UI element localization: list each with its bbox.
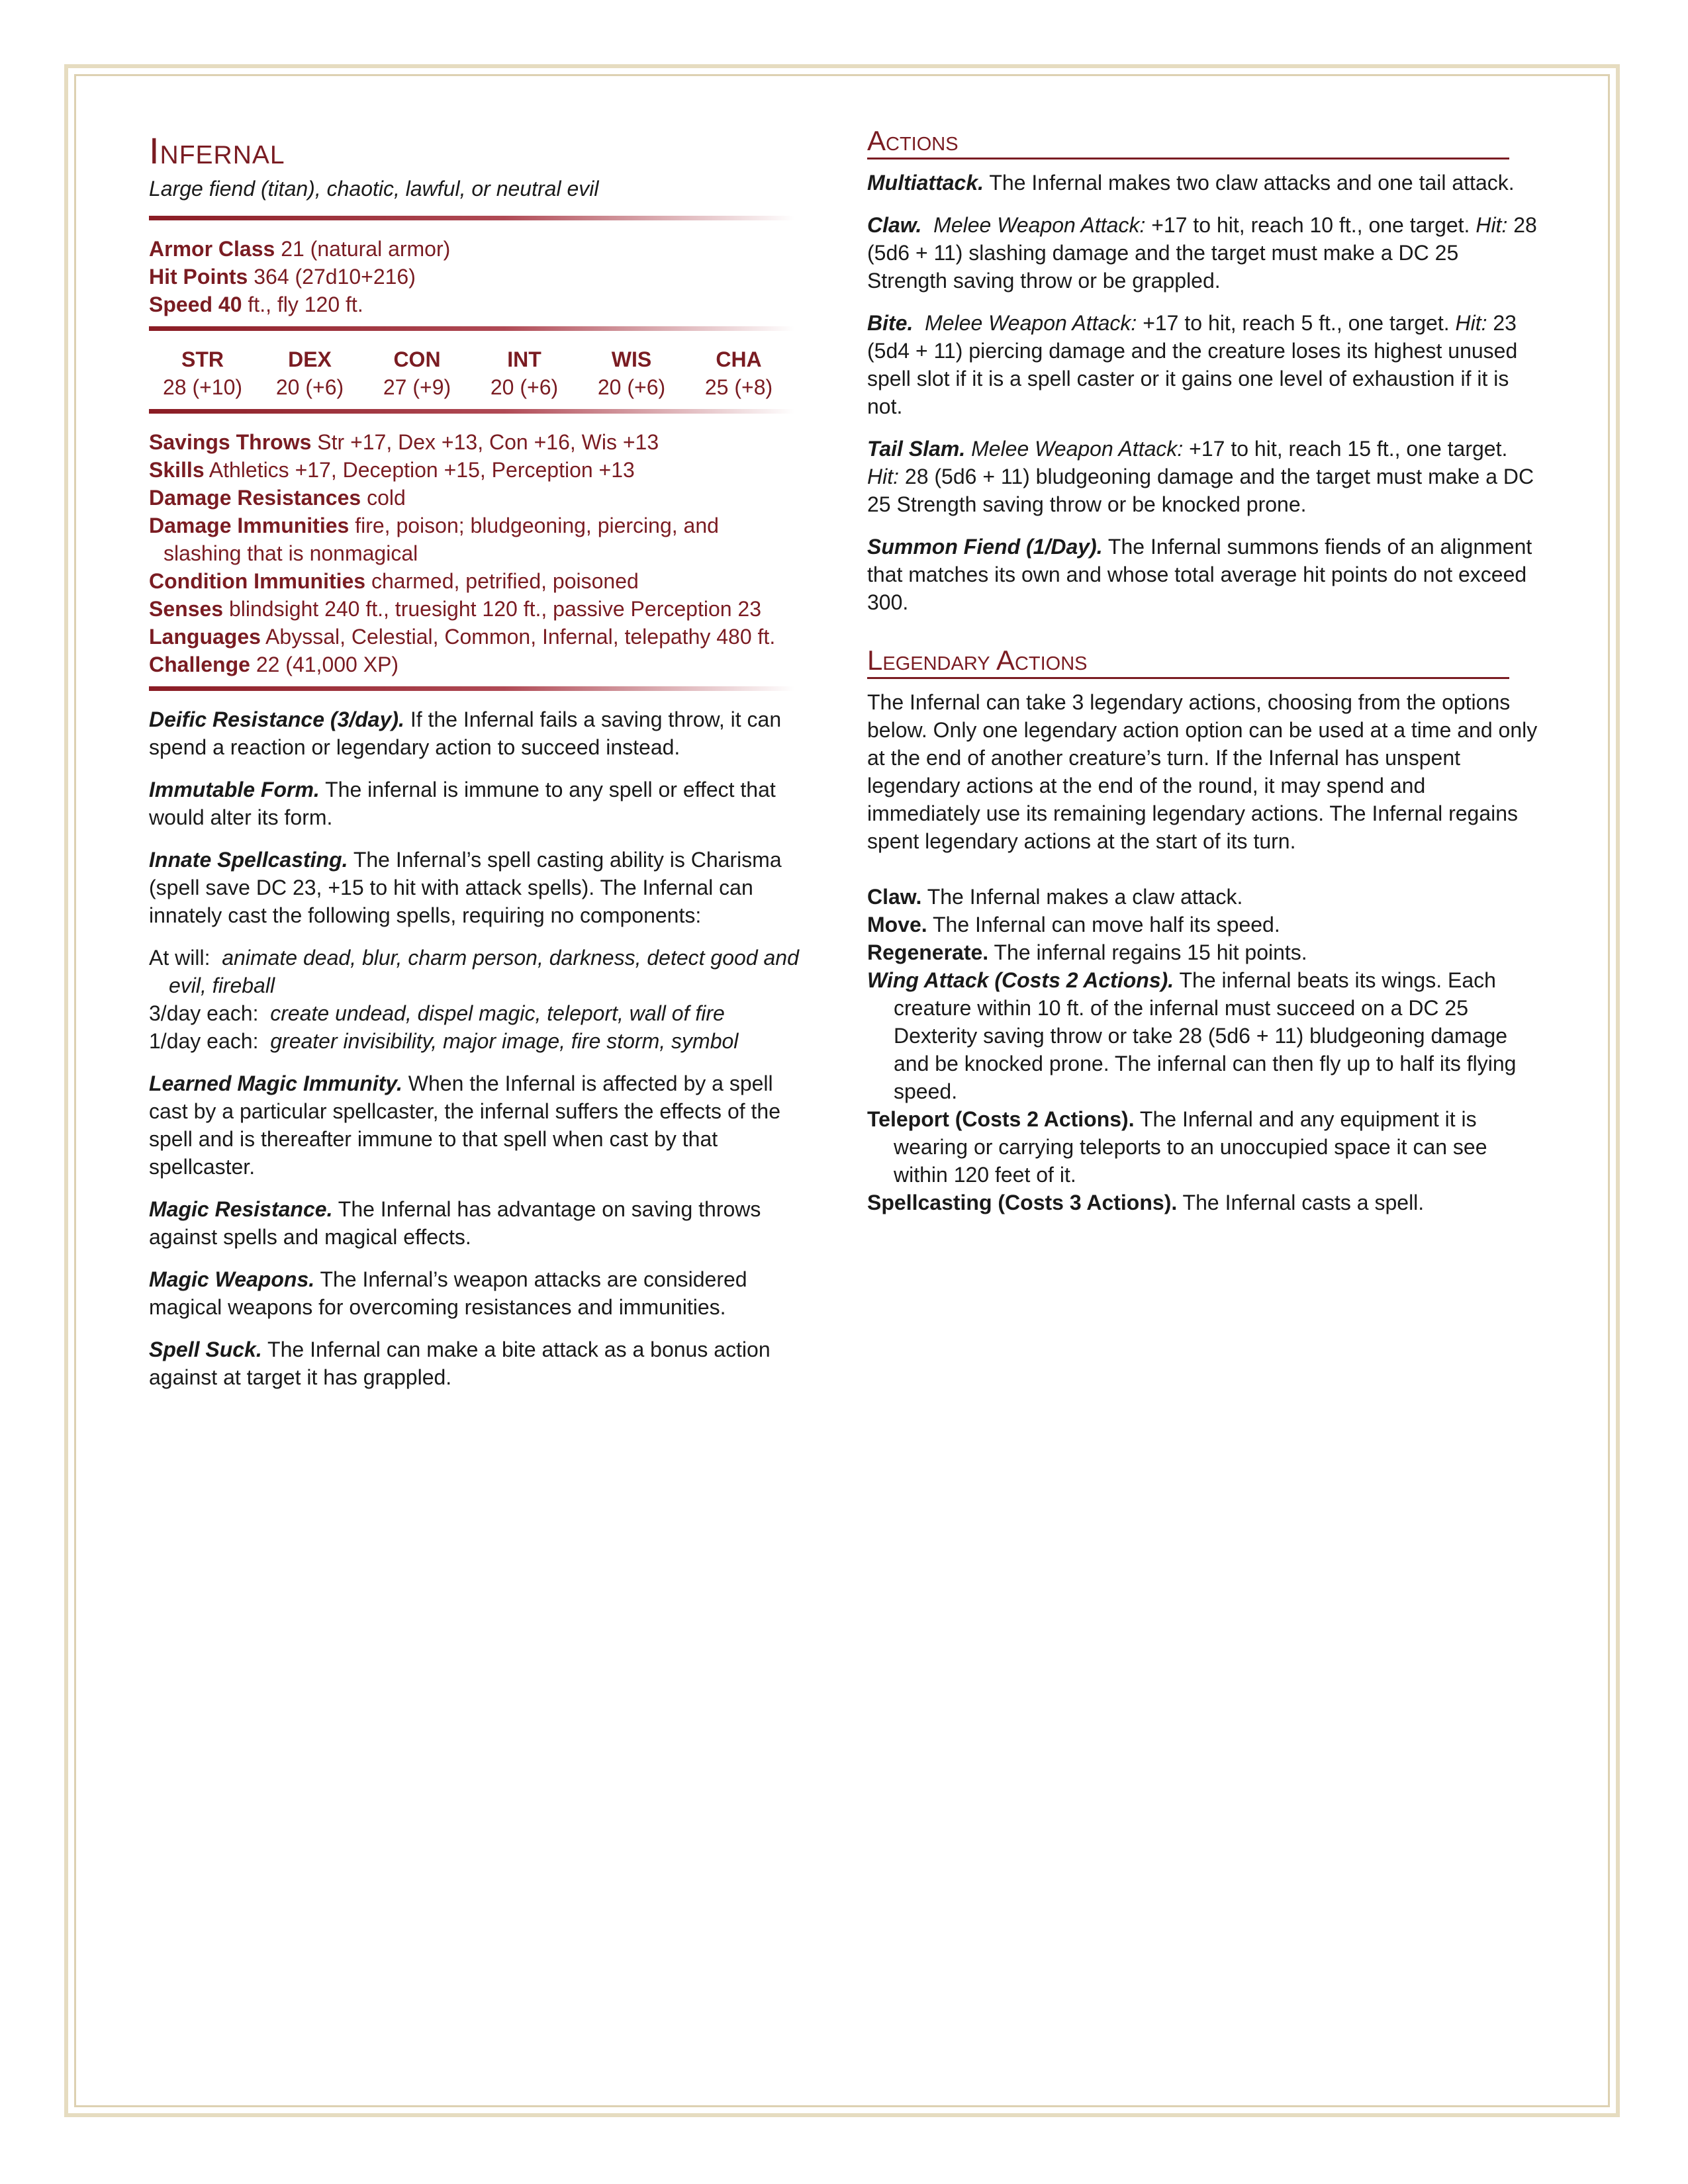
- property-line: Savings Throws Str +17, Dex +13, Con +16, Wis +13: [149, 430, 659, 454]
- ability-score: 27 (+9): [383, 375, 451, 399]
- ability-name: DEX: [288, 347, 332, 371]
- property-line: Damage Resistances cold: [149, 486, 406, 510]
- divider-rule: [149, 216, 794, 220]
- ability-name: CON: [393, 347, 441, 371]
- ability-scores: [149, 373, 794, 401]
- ability-name: WIS: [611, 347, 652, 371]
- action-summon-fiend: Summon Fiend (1/Day). The Infernal summons fiends of an alignment that matches its own and whose total average hit points do not exceed 300.: [867, 535, 1532, 614]
- ability-score: 20 (+6): [490, 375, 559, 399]
- divider-rule: [149, 326, 794, 331]
- action-bite: Bite. Melee Weapon Attack: +17 to hit, reach 5 ft., one target. Hit: 23 (5d4 + 11) piercing damage and the creature loses its highest unused spell slot if it is a spell caster or it gains one level of exhaustion if it is not.: [867, 311, 1518, 418]
- legendary-wing-attack: Wing Attack (Costs 2 Actions). The infernal beats its wings. Each creature within 10 ft. of the infernal must succeed on a DC 25 Dexterity saving throw or take 28 (5d6 + 11) bludgeoning damage and be knocked prone. The infernal can then fly up to half its flying speed.: [867, 968, 1517, 1103]
- legendary-intro: The Infernal can take 3 legendary actions, choosing from the options below. Only one legendary action option can be used at a time and only at the end of another creature’s turn. If the Infernal has unspent legendary actions at the end of the round, it may spend and immediately use its remaining legendary actions. The Infernal regains spent legendary actions at the start of its turn.: [867, 690, 1538, 853]
- ability-headers: [149, 345, 794, 373]
- property-line: Challenge 22 (41,000 XP): [149, 653, 399, 676]
- legendary-move: Move. The Infernal can move half its speed.: [867, 913, 1280, 936]
- ability-score: 25 (+8): [704, 375, 773, 399]
- legendary-actions-heading: Legendary Actions: [867, 645, 1509, 679]
- divider-rule: [149, 409, 794, 414]
- action-claw: Claw. Melee Weapon Attack: +17 to hit, reach 10 ft., one target. Hit: 28 (5d6 + 11) slashing damage and the target must make a DC 25 Strength saving throw or be grappled.: [867, 213, 1537, 293]
- property-line: Senses blindsight 240 ft., truesight 120 ft., passive Perception 23: [149, 597, 762, 621]
- legendary-claw: Claw. The Infernal makes a claw attack.: [867, 885, 1243, 909]
- trait-magic-weapons: Magic Weapons. The Infernal’s weapon attacks are considered magical weapons for overcoming resistances and immunities.: [149, 1267, 747, 1319]
- spell-line-1-day: 1/day each: greater invisibility, major image, fire storm, symbol: [149, 1029, 739, 1053]
- stat-block-left-column: [149, 126, 818, 1406]
- trait-innate-spellcasting: Innate Spellcasting. The Infernal’s spell casting ability is Charisma (spell save DC 23, +15 to hit with attack spells). The Infernal can innately cast the following spells, requiring no components:: [149, 848, 782, 927]
- property-line: Skills Athletics +17, Deception +15, Perception +13: [149, 458, 635, 482]
- trait-spell-suck: Spell Suck. The Infernal can make a bite attack as a bonus action against at target it has grappled.: [149, 1338, 771, 1389]
- trait-magic-resistance: Magic Resistance. The Infernal has advantage on saving throws against spells and magical effects.: [149, 1197, 761, 1249]
- stat-block-right-column: [867, 126, 1539, 1216]
- ability-score: 28 (+10): [162, 375, 243, 399]
- property-line: Condition Immunities charmed, petrified, poisoned: [149, 569, 639, 593]
- property-line: Damage Immunities fire, poison; bludgeoning, piercing, and slashing that is nonmagical: [149, 514, 719, 565]
- legendary-regenerate: Regenerate. The infernal regains 15 hit points.: [867, 940, 1307, 964]
- legendary-teleport: Teleport (Costs 2 Actions). The Infernal and any equipment it is wearing or carrying teleports to an unoccupied space it can see within 120 feet of it.: [867, 1107, 1487, 1187]
- ability-name: CHA: [716, 347, 762, 371]
- speed: Speed 40 ft., fly 120 ft.: [149, 293, 363, 316]
- armor-class: Armor Class 21 (natural armor): [149, 237, 451, 261]
- legendary-spellcasting: Spellcasting (Costs 3 Actions). The Infernal casts a spell.: [867, 1191, 1425, 1214]
- divider-rule: [149, 686, 794, 691]
- spell-line-at-will: At will: animate dead, blur, charm person, darkness, detect good and evil, fireball: [149, 946, 799, 997]
- action-tail-slam: Tail Slam. Melee Weapon Attack: +17 to hit, reach 15 ft., one target. Hit: 28 (5d6 + 11) bludgeoning damage and the target must make a DC 25 Strength saving throw or be knocked prone.: [867, 437, 1534, 516]
- hit-points: Hit Points 364 (27d10+216): [149, 265, 416, 289]
- monster-type: Large fiend (titan), chaotic, lawful, or neutral evil: [149, 177, 599, 201]
- ability-name: STR: [181, 347, 224, 371]
- action-multiattack: Multiattack. The Infernal makes two claw attacks and one tail attack.: [867, 171, 1515, 195]
- monster-name: Infernal: [149, 130, 285, 171]
- trait-deific-resistance: Deific Resistance (3/day). If the Infernal fails a saving throw, it can spend a reaction or legendary action to succeed instead.: [149, 707, 782, 759]
- actions-heading: Actions: [867, 126, 1509, 159]
- spell-list: [149, 944, 818, 1055]
- trait-immutable-form: Immutable Form. The infernal is immune to any spell or effect that would alter its form.: [149, 778, 776, 829]
- ability-score: 20 (+6): [275, 375, 344, 399]
- ability-score: 20 (+6): [597, 375, 666, 399]
- ability-name: INT: [507, 347, 541, 371]
- spell-line-3-day: 3/day each: create undead, dispel magic, teleport, wall of fire: [149, 1001, 725, 1025]
- property-line: Languages Abyssal, Celestial, Common, Infernal, telepathy 480 ft.: [149, 625, 776, 649]
- trait-learned-magic-immunity: Learned Magic Immunity. When the Infernal is affected by a spell cast by a particular spellcaster, the infernal suffers the effects of the spell and is thereafter immune to that spell when cast by that spellcaster.: [149, 1071, 780, 1179]
